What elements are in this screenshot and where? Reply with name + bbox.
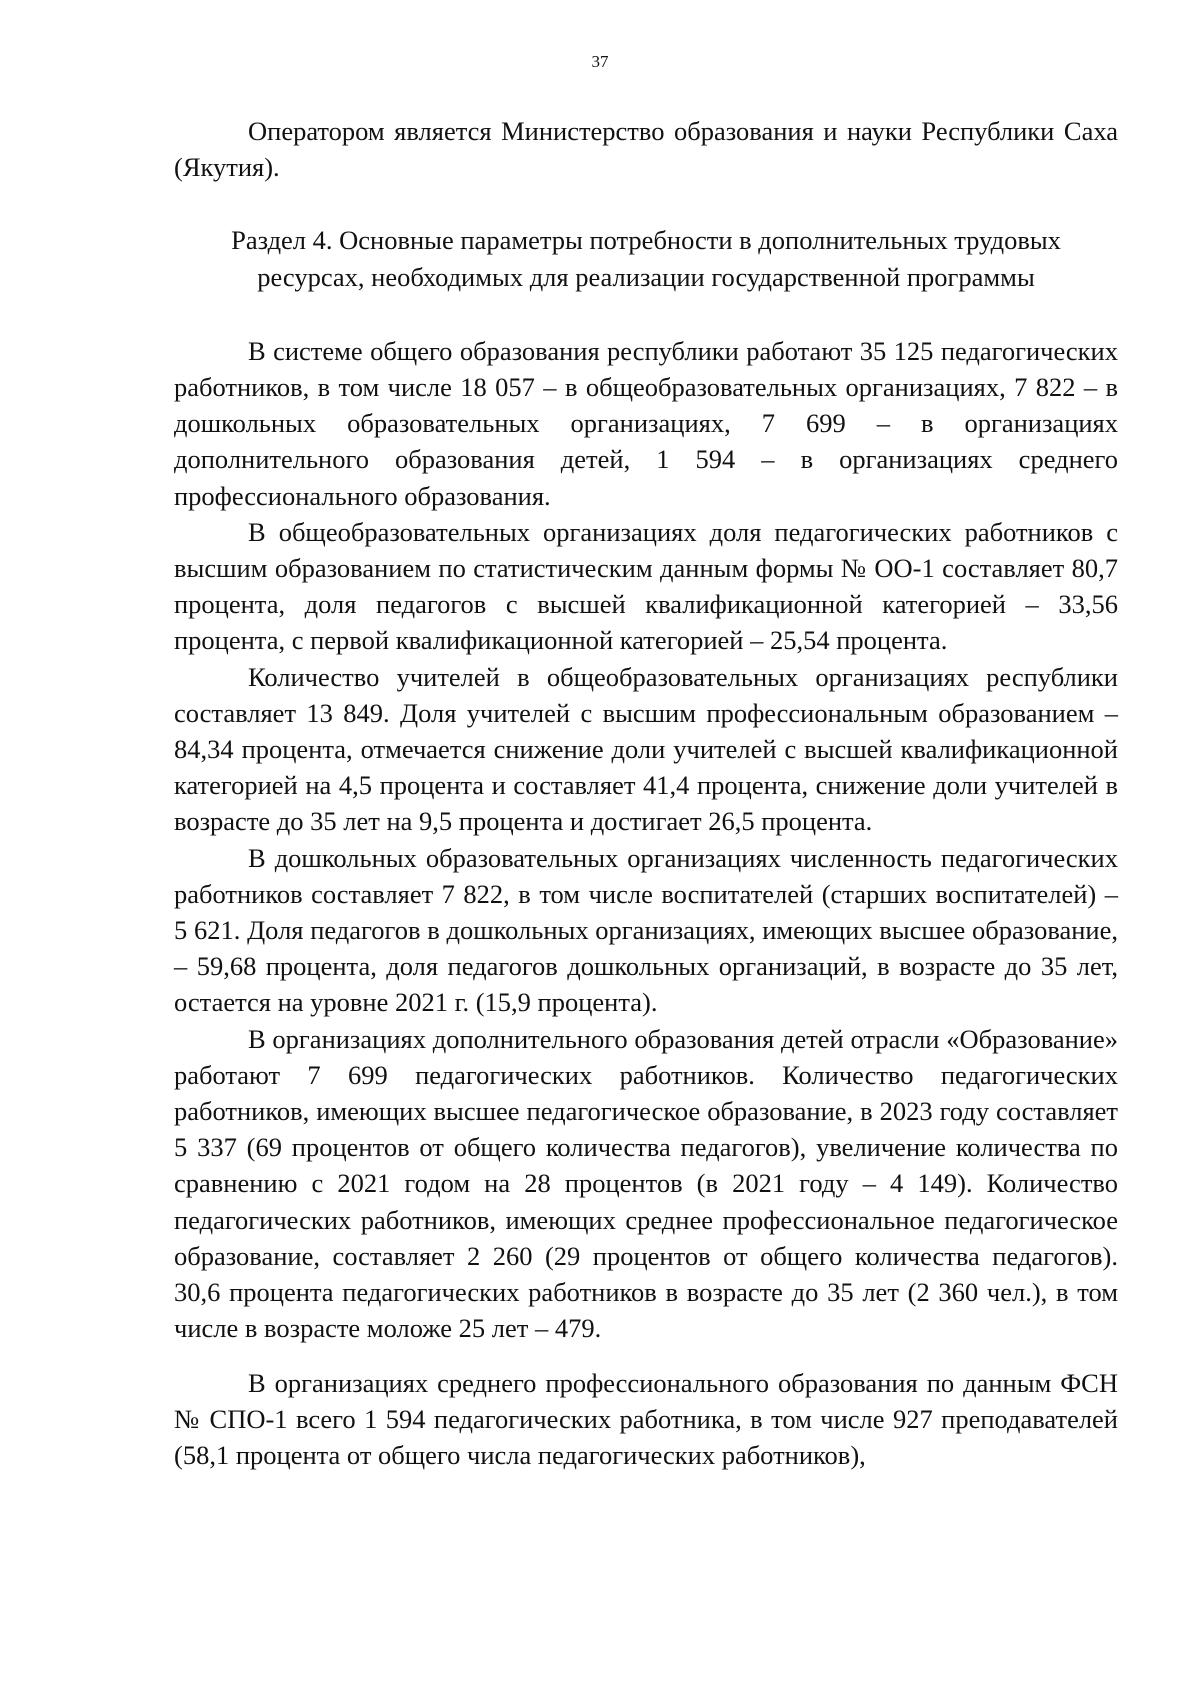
- paragraph-additional-education: В организациях дополнительного образования детей отрасли «Образование» работают 7 699 педагогических работников. Количество педагогических работников, имеющих высшее педагогическое образование, в 2023 году составляет 5 337 (69 процентов от общего количества педагогов), увеличение количества по сравнению с 2021 годом на 28 процентов (в 2021 году – 4 149). Количество педагогических работников, имеющих среднее профессиональное педагогическое образование, составляет 2 260 (29 процентов от общего количества педагогов). 30,6 процента педагогических работников в возрасте до 35 лет (2 360 чел.), в том числе в возрасте моложе 25 лет – 479.: [174, 1023, 1118, 1344]
- page-number: 37: [591, 52, 609, 71]
- spacer: [174, 1347, 1118, 1365]
- spacer: [174, 185, 1118, 222]
- operator-paragraph: Оператором является Министерство образования и науки Республики Саха (Якутия).: [174, 116, 1118, 183]
- paragraph-teachers: Количество учителей в общеобразовательных организациях республики составляет 13 849. Доля учителей с высшим профессиональным образованием – 84,34 процента, отмечается снижение доли учителей с высшей квалификационной категорией на 4,5 процента и составляет 41,4 процента, снижение доли учителей в возрасте до 35 лет на 9,5 процента и достигает 26,5 процента.: [174, 661, 1118, 837]
- section-heading-line-1: Раздел 4. Основные параметры потребности в дополнительных трудовых: [231, 225, 1061, 256]
- spacer: [174, 295, 1118, 333]
- paragraph-general-education: В общеобразовательных организациях доля педагогических работников с высшим образованием по статистическим данным формы № ОО-1 составляет 80,7 процента, доля педагогов с высшей квалификационной категорией – 33,56 процента, с первой квалификационной категорией – 25,54 процента.: [174, 516, 1118, 656]
- section-heading: [174, 222, 1118, 294]
- paragraph-vocational-education: В организациях среднего профессионального образования по данным ФСН № СПО-1 всего 1 594 педагогических работника, в том числе 927 преподавателей (58,1 процента от общего числа педагогических работников),: [174, 1367, 1118, 1470]
- paragraph-staff-totals: В системе общего образования республики работают 35 125 педагогических работников, в том числе 18 057 – в общеобразовательных организациях, 7 822 – в дошкольных образовательных организациях, 7 699 – в организациях дополнительного образования детей, 1 594 – в организациях среднего профессионального образования.: [174, 335, 1118, 511]
- paragraph-preschool: В дошкольных образовательных организациях численность педагогических работников составляет 7 822, в том числе воспитателей (старших воспитателей) – 5 621. Доля педагогов в дошкольных организациях, имеющих высшее образование, – 59,68 процента, доля педагогов дошкольных организаций, в возрасте до 35 лет, остается на уровне 2021 г. (15,9 процента).: [174, 842, 1118, 1018]
- section-heading-line-2: ресурсах, необходимых для реализации государственной программы: [257, 261, 1035, 292]
- page-body: [174, 113, 1118, 1473]
